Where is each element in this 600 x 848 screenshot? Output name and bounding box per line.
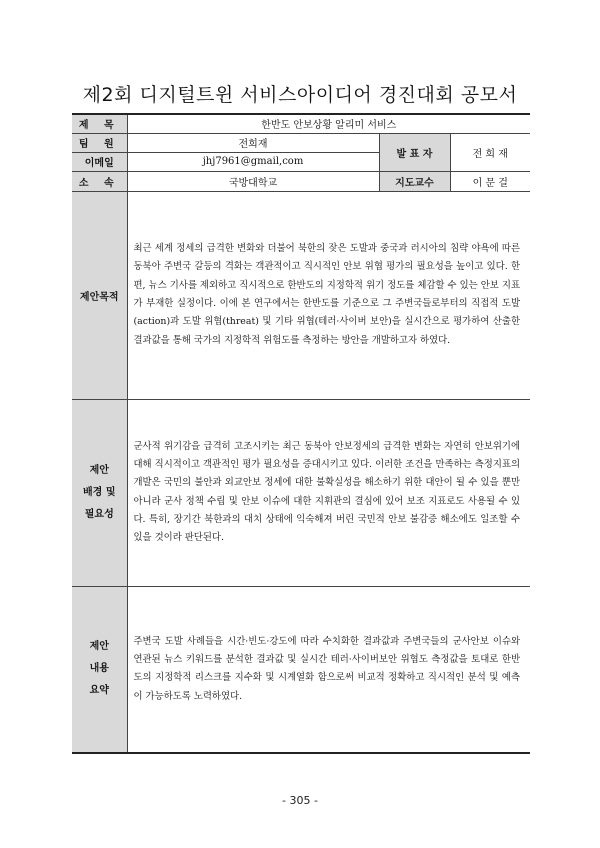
row-purpose bbox=[72, 191, 530, 399]
team-value: 전희재 bbox=[127, 133, 379, 152]
presenter-value: 전 희 재 bbox=[450, 133, 530, 171]
page-title: 제2회 디지털트윈 서비스아이디어 경진대회 공모서 bbox=[82, 84, 518, 106]
email-label: 이메일 bbox=[72, 152, 127, 171]
background-text: 군사적 위기감을 급격히 고조시키는 최근 동북아 안보정세의 급격한 변화는 자연히 안보위기에 대해 직시적이고 객관적인 평가 필요성을 증대시키고 있다. 이러한 조건을 만족하는 측정지표의 개발은 국민의 불안과 외교안보 정세에 대한 불확실성을 해소하기 위한 대안이 될 수 있을 뿐만 아니라 군사 정책 수립 및 안보 이슈에 대한 지휘관의 결심에 있어 보조 지표로도 사용될 수 있다. 특히, 장기간 북한과의 대치 상태에 익숙해져 버린 국민적 안보 불감증 해소에도 일조할 수 있을 것이라 판단된다. bbox=[133, 440, 521, 544]
title-label: 제 목 bbox=[72, 114, 127, 133]
content-label-line3: 요약 bbox=[89, 685, 109, 697]
affiliation-value: 국방대학교 bbox=[127, 171, 379, 191]
content-label-line1: 제안 bbox=[89, 641, 109, 653]
background-label bbox=[72, 399, 127, 586]
application-form-table bbox=[72, 113, 530, 754]
advisor-value: 이 문 걸 bbox=[450, 171, 530, 191]
row-background bbox=[72, 399, 530, 586]
purpose-label: 제안목적 bbox=[72, 191, 127, 399]
title-value: 한반도 안보상황 알리미 서비스 bbox=[127, 114, 530, 133]
email-value: jhj7961@gmail,com bbox=[127, 152, 379, 171]
row-team bbox=[72, 133, 530, 152]
affiliation-label: 소 속 bbox=[72, 171, 127, 191]
row-affiliation bbox=[72, 171, 530, 191]
page-number: - 305 - bbox=[282, 794, 318, 807]
purpose-body bbox=[127, 191, 530, 399]
background-label-line2: 배경 및 bbox=[83, 486, 116, 498]
background-label-line1: 제안 bbox=[89, 464, 109, 476]
presenter-label: 발 표 자 bbox=[379, 133, 450, 171]
background-label-line3: 필요성 bbox=[84, 508, 114, 520]
team-label: 팀 원 bbox=[72, 133, 127, 152]
background-body bbox=[127, 399, 530, 586]
row-content bbox=[72, 586, 530, 753]
content-body bbox=[127, 586, 530, 753]
content-text: 주변국 도발 사례들을 시간·빈도·강도에 따라 수치화한 결과값과 주변국들의 군사안보 이슈와 연관된 뉴스 키워드를 분석한 결과값 및 실시간 테러·사이버보안 위협도 측정값을 토대로 한반도의 지정학적 리스크를 지수화 및 시계열화 함으로써 비교적 정확하고 직시적인 분석 및 예측이 가능하도록 노력하였다. bbox=[133, 635, 521, 702]
row-title bbox=[72, 114, 530, 133]
advisor-label: 지도교수 bbox=[379, 171, 450, 191]
content-label bbox=[72, 586, 127, 753]
purpose-text: 최근 세계 정세의 급격한 변화와 더불어 북한의 잦은 도발과 중국과 러시아의 침략 야욕에 따른 동북아 주변국 갈등의 격화는 객관적이고 직시적인 안보 위협 평가의 필요성을 높이고 있다. 한편, 뉴스 기사를 제외하고 직시적으로 한반도의 지정학적 위기 정도를 체감할 수 있는 안보 지표가 부재한 실정이다. 이에 본 연구에서는 한반도를 기준으로 그 주변국들로부터의 직접적 도발(action)과 도발 위협(threat) 및 기타 위협(테러·사이버 보안)을 실시간으로 평가하여 산출한 결과값을 통해 국가의 지정학적 위험도를 측정하는 방안을 개발하고자 하였다. bbox=[133, 243, 521, 346]
content-label-line2: 내용 bbox=[89, 663, 109, 675]
